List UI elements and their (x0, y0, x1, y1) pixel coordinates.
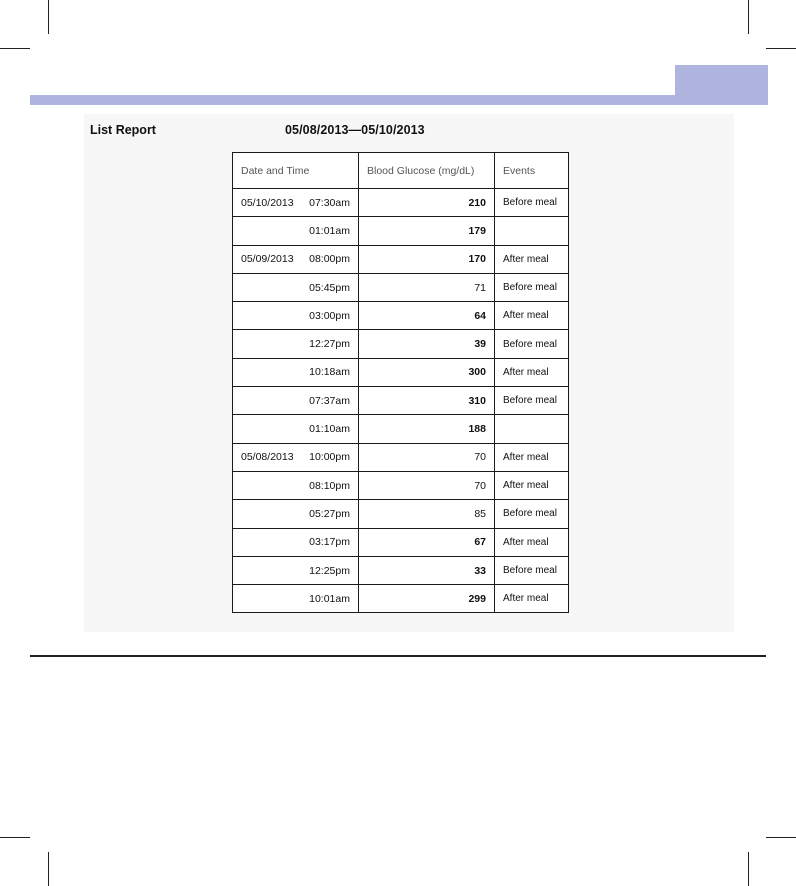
glucose-value: 85 (359, 500, 495, 528)
table-row (233, 245, 569, 273)
table-row (233, 415, 569, 443)
time-value: 07:37am (309, 394, 350, 407)
glucose-value: 188 (359, 415, 495, 443)
crop-mark (748, 0, 749, 34)
glucose-value: 179 (359, 217, 495, 245)
glucose-table (232, 152, 569, 613)
time-value: 01:10am (309, 423, 350, 436)
time-value: 08:10pm (309, 479, 350, 492)
date-time-cell (233, 358, 359, 386)
time-value: 03:00pm (309, 309, 350, 322)
crop-mark (748, 852, 749, 886)
time-value: 10:18am (309, 366, 350, 379)
time-value: 05:45pm (309, 281, 350, 294)
date-time-cell (233, 471, 359, 499)
column-header-blood-glucose: Blood Glucose (mg/dL) (359, 153, 495, 189)
event-value: After meal (495, 245, 569, 273)
date-time-cell (233, 443, 359, 471)
crop-mark (0, 837, 30, 838)
event-value: Before meal (495, 330, 569, 358)
footer-rule (30, 655, 766, 657)
glucose-value: 39 (359, 330, 495, 358)
column-header-events: Events (495, 153, 569, 189)
time-value: 12:25pm (309, 564, 350, 577)
crop-mark (766, 837, 796, 838)
table-row (233, 217, 569, 245)
date-value: 05/09/2013 (241, 253, 294, 266)
table-row (233, 358, 569, 386)
event-value: After meal (495, 443, 569, 471)
table-row (233, 500, 569, 528)
event-value: Before meal (495, 387, 569, 415)
column-header-date-time: Date and Time (233, 153, 359, 189)
glucose-value: 71 (359, 273, 495, 301)
date-time-cell (233, 528, 359, 556)
event-value: Before meal (495, 500, 569, 528)
glucose-value: 70 (359, 443, 495, 471)
date-time-cell (233, 189, 359, 217)
glucose-value: 210 (359, 189, 495, 217)
event-value (495, 415, 569, 443)
crop-mark (0, 48, 30, 49)
time-value: 10:01am (309, 592, 350, 605)
glucose-value: 310 (359, 387, 495, 415)
table-row (233, 302, 569, 330)
glucose-value: 70 (359, 471, 495, 499)
date-time-cell (233, 415, 359, 443)
report-date-range: 05/08/2013—05/10/2013 (285, 123, 425, 137)
date-time-cell (233, 273, 359, 301)
event-value: Before meal (495, 189, 569, 217)
event-value: After meal (495, 528, 569, 556)
table-row (233, 556, 569, 584)
glucose-value: 33 (359, 556, 495, 584)
table-row (233, 387, 569, 415)
table-header-row (233, 153, 569, 189)
event-value (495, 217, 569, 245)
date-time-cell (233, 302, 359, 330)
glucose-value: 170 (359, 245, 495, 273)
time-value: 08:00pm (309, 253, 350, 266)
event-value: After meal (495, 358, 569, 386)
time-value: 05:27pm (309, 507, 350, 520)
crop-mark (48, 0, 49, 34)
event-value: After meal (495, 302, 569, 330)
table-row (233, 585, 569, 613)
table-row (233, 189, 569, 217)
date-time-cell (233, 245, 359, 273)
date-time-cell (233, 556, 359, 584)
crop-mark (48, 852, 49, 886)
report-title: List Report (90, 123, 156, 137)
date-value: 05/10/2013 (241, 196, 294, 209)
event-value: After meal (495, 585, 569, 613)
event-value: Before meal (495, 273, 569, 301)
date-time-cell (233, 585, 359, 613)
glucose-value: 64 (359, 302, 495, 330)
glucose-value: 67 (359, 528, 495, 556)
table-row (233, 330, 569, 358)
glucose-value: 300 (359, 358, 495, 386)
time-value: 10:00pm (309, 451, 350, 464)
date-time-cell (233, 387, 359, 415)
event-value: Before meal (495, 556, 569, 584)
date-time-cell (233, 500, 359, 528)
table-row (233, 528, 569, 556)
table-row (233, 273, 569, 301)
time-value: 12:27pm (309, 338, 350, 351)
table-row (233, 471, 569, 499)
event-value: After meal (495, 471, 569, 499)
glucose-value: 299 (359, 585, 495, 613)
time-value: 03:17pm (309, 536, 350, 549)
date-time-cell (233, 330, 359, 358)
header-bar (30, 95, 768, 105)
table-row (233, 443, 569, 471)
date-time-cell (233, 217, 359, 245)
time-value: 01:01am (309, 224, 350, 237)
time-value: 07:30am (309, 196, 350, 209)
date-value: 05/08/2013 (241, 451, 294, 464)
crop-mark (766, 48, 796, 49)
